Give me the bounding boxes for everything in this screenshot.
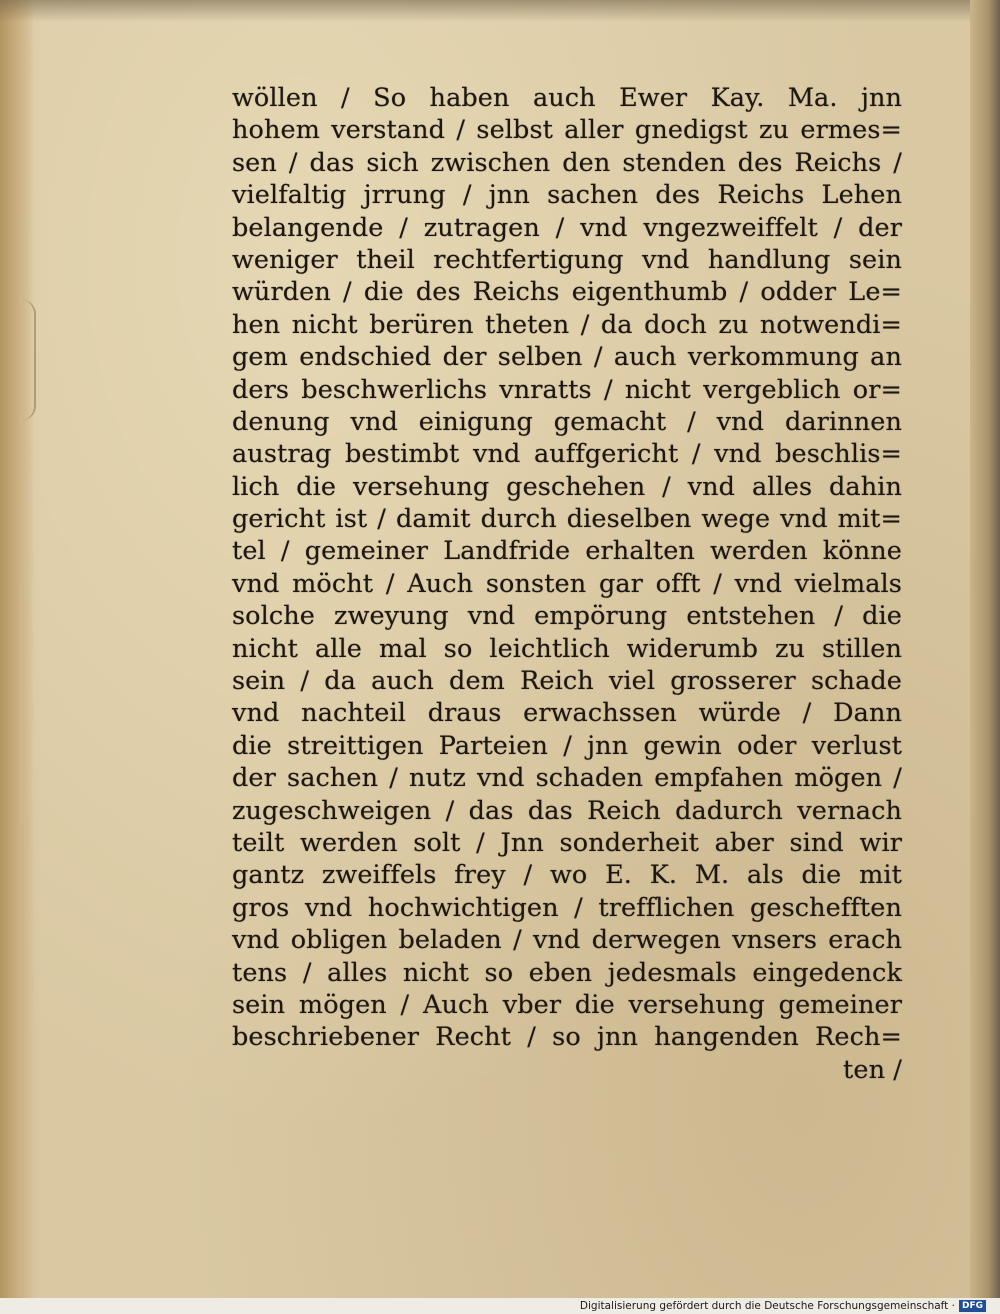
text-line: zugeschweigen / das das Reich dadurch vernach: [232, 795, 902, 826]
text-line: sen / das sich zwischen den stenden des Reichs /: [232, 147, 902, 178]
text-line: hohem verstand / selbst aller gnedigst zu ermes=: [232, 115, 902, 146]
text-line: sein mögen / Auch vber die versehung gemeiner: [232, 989, 902, 1020]
text-line: teilt werden solt / Jnn sonderheit aber sind wir: [232, 827, 902, 858]
text-line: weniger theil rechtfertigung vnd handlung sein: [232, 244, 902, 275]
catchword: ten /: [843, 1054, 902, 1085]
text-line: gericht ist / damit durch dieselben wege vnd mit=: [232, 504, 902, 535]
text-line: der sachen / nutz vnd schaden empfahen mögen /: [232, 763, 902, 794]
text-line: gantz zweiffels frey / wo E. K. M. als die mit: [232, 860, 902, 891]
text-line: würden / die des Reichs eigenthumb / odder Le=: [232, 277, 902, 308]
text-line: vnd möcht / Auch sonsten gar offt / vnd vielmals: [232, 568, 902, 599]
text-line: tens / alles nicht so eben jedesmals eingedenck: [232, 957, 902, 988]
text-line: vnd nachteil draus erwachssen würde / Dann: [232, 698, 902, 729]
text-line: denung vnd einigung gemacht / vnd darinnen: [232, 406, 902, 437]
text-line: gros vnd hochwichtigen / trefflichen geschefften: [232, 892, 902, 923]
dfg-logo: DFG: [959, 1300, 986, 1312]
text-line: nicht alle mal so leichtlich widerumb zu stillen: [232, 633, 902, 664]
text-line: solche zweyung vnd empörung entstehen / die: [232, 601, 902, 632]
digitization-credit: [580, 1299, 986, 1313]
credit-text: Digitalisierung gefördert durch die Deutsche Forschungsgemeinschaft ·: [579, 1300, 955, 1312]
text-line: austrag bestimbt vnd auffgericht / vnd beschlis=: [232, 439, 902, 470]
text-line: gem endschied der selben / auch verkommung an: [232, 342, 902, 373]
text-line: vnd obligen beladen / vnd derwegen vnsers erach: [232, 925, 902, 956]
text-line: beschriebener Recht / so jnn hangenden Rech=: [232, 1022, 902, 1053]
text-line: wöllen / So haben auch Ewer Kay. Ma. jnn: [232, 83, 902, 113]
text-line: vielfaltig jrrung / jnn sachen des Reichs Lehen: [232, 180, 902, 211]
adjacent-page-edge: [970, 0, 1000, 1298]
text-line: tel / gemeiner Landfride erhalten werden könne: [232, 536, 902, 567]
text-line: lich die versehung geschehen / vnd alles dahin: [232, 471, 902, 502]
page-fold-mark: [22, 300, 36, 420]
page-gutter: [0, 0, 34, 1298]
text-block: [232, 82, 902, 1086]
text-line: sein / da auch dem Reich viel grosserer schade: [232, 666, 902, 697]
text-line: die streittigen Parteien / jnn gewin oder verlust: [232, 730, 902, 761]
page-top-shadow: [0, 0, 1000, 22]
text-line: ders beschwerlichs vnratts / nicht vergeblich or=: [232, 374, 902, 405]
text-line: belangende / zutragen / vnd vngezweiffelt / der: [232, 212, 902, 243]
text-line: hen nicht berüren theten / da doch zu notwendi=: [232, 309, 902, 340]
